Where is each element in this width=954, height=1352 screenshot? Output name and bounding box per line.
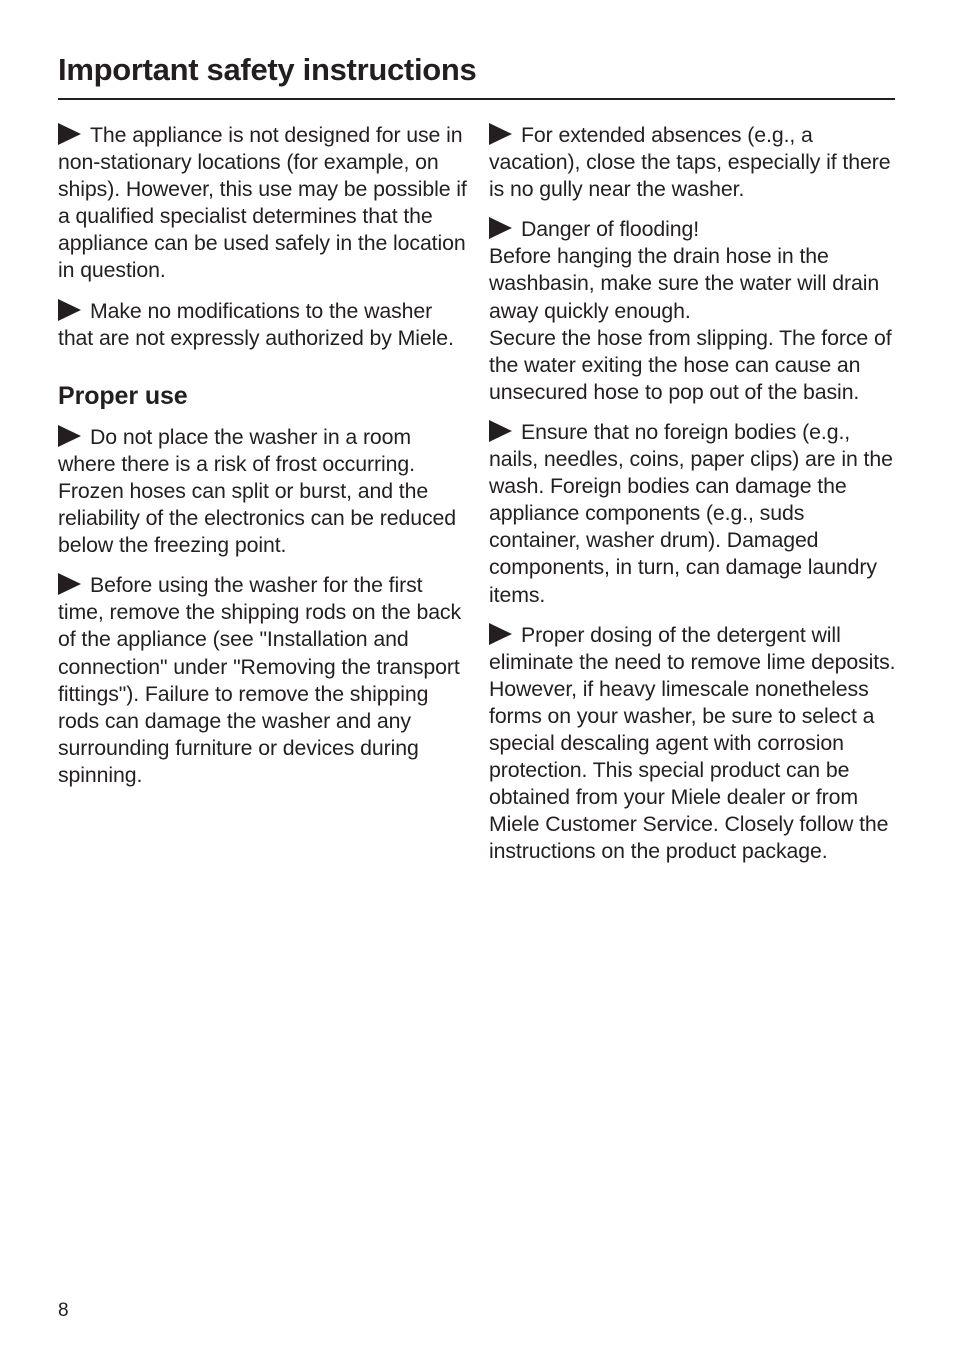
paragraph-text: Before hanging the drain hose in the washbasin, make sure the water will drain away quickly enough. <box>489 244 880 323</box>
paragraph-text: Make no modifications to the washer that are not expressly authorized by Miele. <box>58 298 454 350</box>
paragraph-text: For extended absences (e.g., a vacation), close the taps, especially if there is no gully near the washer. <box>489 123 891 202</box>
paragraph-text: Ensure that no foreign bodies (e.g., nails, needles, coins, paper clips) are in the wash. Foreign bodies can damage the appliance components (e.g., suds container, washer drum). Damaged components, in turn, can damage laundry items. <box>489 419 893 607</box>
page-title: Important safety instructions <box>58 52 477 87</box>
instruction-paragraph <box>489 216 901 406</box>
triangle-bullet-icon <box>489 217 512 239</box>
instruction-paragraph <box>58 572 470 789</box>
paragraph-lead: Danger of flooding! <box>521 217 700 242</box>
instruction-paragraph <box>58 122 470 285</box>
paragraph-text: Secure the hose from slipping. The force of the water exiting the hose can cause an unsecured hose to pop out of the basin. <box>489 325 892 404</box>
instruction-paragraph <box>58 298 470 352</box>
paragraph-text: The appliance is not designed for use in non-stationary locations (for example, on ships). However, this use may be possible if a qualified specialist determines that the appliance can be used safely in the location in question. <box>58 123 467 283</box>
triangle-bullet-icon <box>489 420 512 442</box>
triangle-bullet-icon <box>58 123 81 145</box>
triangle-bullet-icon <box>489 123 512 145</box>
paragraph-text: Proper dosing of the detergent will eliminate the need to remove lime deposits. However, if heavy limescale nonetheless forms on your washer, be sure to select a special descaling agent with corrosion protection. This special product can be obtained from your Miele dealer or from Miele Customer Service. Closely follow the instructions on the product package. <box>489 622 896 864</box>
title-divider <box>58 98 895 100</box>
triangle-bullet-icon <box>58 299 81 321</box>
section-heading-proper-use: Proper use <box>58 381 188 410</box>
instruction-paragraph <box>489 122 901 203</box>
paragraph-text: Before using the washer for the first time, remove the shipping rods on the back of the appliance (see "Installation and connection" under "Removing the transport fittings"). Failure to remove the shipping rods can damage the washer and any surrounding furniture or devices during spinning. <box>58 573 462 787</box>
instruction-paragraph <box>489 419 901 609</box>
triangle-bullet-icon <box>58 425 81 447</box>
page-number: 8 <box>58 1300 69 1321</box>
instruction-paragraph <box>58 424 470 559</box>
triangle-bullet-icon <box>58 573 81 595</box>
right-column <box>489 122 901 878</box>
left-column <box>58 122 470 802</box>
instruction-paragraph <box>489 622 901 866</box>
paragraph-text: Do not place the washer in a room where there is a risk of frost occurring. Frozen hoses can split or burst, and the reliability of the electronics can be reduced below the freezing point. <box>58 424 456 558</box>
triangle-bullet-icon <box>489 623 512 645</box>
